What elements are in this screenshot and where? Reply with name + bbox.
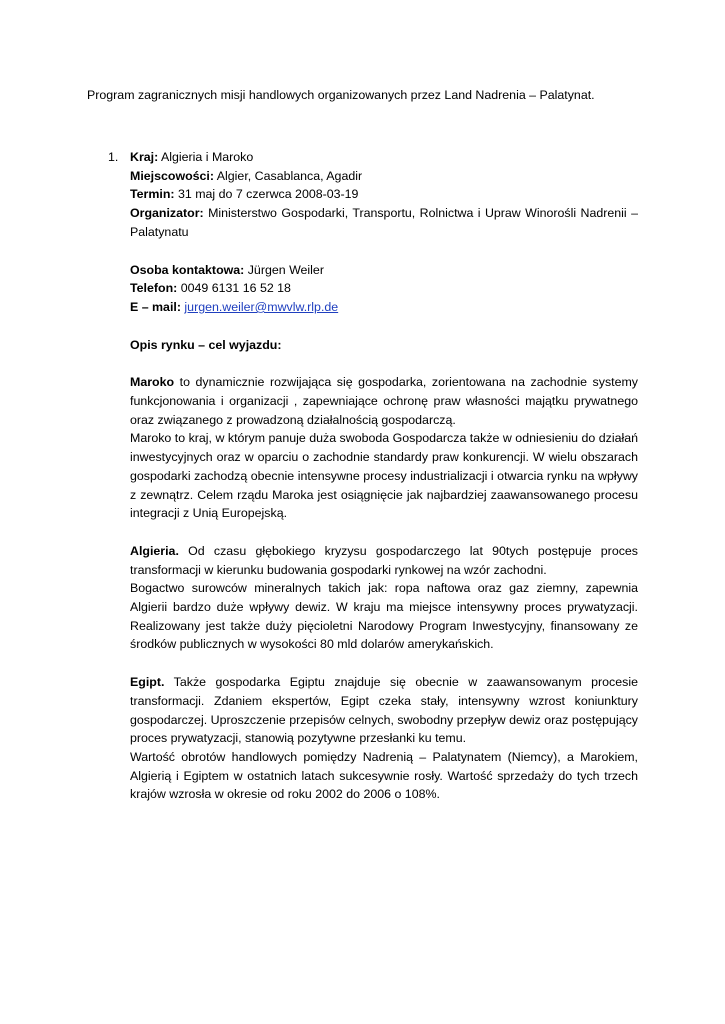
market-heading: Opis rynku – cel wyjazdu: (130, 337, 282, 352)
egypt-paragraph-1: Egipt. Także gospodarka Egiptu znajduje się obecnie w zaawansowanym procesie transformacji. Zdaniem ekspertów, Egipt czeka stały, intensywny wzrost koniunktury gospodarczej. Uproszczenie przepisów celnych, swobodny przepływ dewiz oraz postępujący proces prywatyzacji, stanowią pozytywne przesłanki ku temu. (130, 675, 638, 746)
country-line (130, 148, 638, 167)
organizer-value: Ministerstwo Gospodarki, Transportu, Rolnictwa i Upraw Winorośli Nadrenii – Palatynatu (130, 206, 638, 239)
document-title: Program zagranicznych misji handlowych organizowanych przez Land Nadrenia – Palatynat. (87, 88, 595, 102)
country-value: Algieria i Maroko (158, 150, 254, 164)
places-line (130, 167, 638, 186)
places-label: Miejscowości: (130, 168, 215, 183)
algeria-paragraph-2: Bogactwo surowców mineralnych takich jak: ropa naftowa oraz gaz ziemny, zapewnia Algierii bardzo duże wpływy dewiz. W kraju ma miejsce intensywny proces prywatyzacji. Realizowany jest także duży pięcioletni Narodowy Program Inwestycyjny, finansowany ze środków publicznych w wysokości 80 mld dolarów amerykańskich. (130, 581, 638, 652)
phone-label: Telefon: (130, 281, 178, 296)
egypt-lead: Egipt. (130, 675, 165, 690)
phone-value: 0049 6131 16 52 18 (177, 281, 291, 296)
organizer-label: Organizator: (130, 206, 204, 221)
date-line (130, 185, 638, 204)
mission-entry (130, 148, 638, 804)
morocco-paragraph-2: Maroko to kraj, w którym panuje duża swoboda Gospodarcza także w odniesieniu do działań inwestycyjnych oraz w oparciu o zachodnie standardy praw konkurencji. W wielu obszarach gospodarki zachodzą obecnie intensywne procesy industrializacji i otwarcia rynku na wpływy z zewnątrz. Celem rządu Maroka jest osiągnięcie jak najbardziej zaawansowanego procesu integracji z Unią Europejską. (130, 431, 638, 521)
date-label: Termin: (130, 187, 175, 202)
contact-line (130, 261, 638, 280)
contact-label: Osoba kontaktowa: (130, 262, 245, 277)
date-value: 31 maj do 7 czerwca 2008-03-19 (174, 187, 359, 202)
country-label: Kraj: (130, 150, 159, 164)
list-number: 1. (108, 150, 119, 164)
morocco-paragraph-1: Maroko to dynamicznie rozwijająca się gospodarka, zorientowana na zachodnie systemy funkcjonowania i organizacji , zapewniające ochronę praw własności majątku prywatnego oraz związanego z prowadzoną działalnością gospodarczą. (130, 375, 638, 427)
algeria-paragraph-1: Algieria. Od czasu głębokiego kryzysu gospodarczego lat 90tych postępuje proces transformacji w kierunku budowania gospodarki rynkowej na wzór zachodni. (130, 543, 638, 577)
phone-line (130, 279, 638, 298)
email-label: E – mail: (130, 299, 181, 314)
egypt-paragraph-2: Wartość obrotów handlowych pomiędzy Nadrenią – Palatynatem (Niemcy), a Marokiem, Algierią i Egiptem w ostatnich latach sukcesywnie rosły. Wartość sprzedaży do tych trzech krajów wzrosła w okresie od roku 2002 do 2006 o 108%. (130, 749, 638, 802)
organizer-line (130, 204, 638, 241)
places-value: Algier, Casablanca, Agadir (214, 168, 363, 183)
algeria-lead: Algieria. (130, 543, 179, 558)
morocco-lead: Maroko (130, 375, 175, 390)
email-link[interactable]: jurgen.weiler@mwvlw.rlp.de (184, 299, 339, 314)
contact-value: Jürgen Weiler (244, 262, 324, 277)
email-line (130, 298, 638, 317)
